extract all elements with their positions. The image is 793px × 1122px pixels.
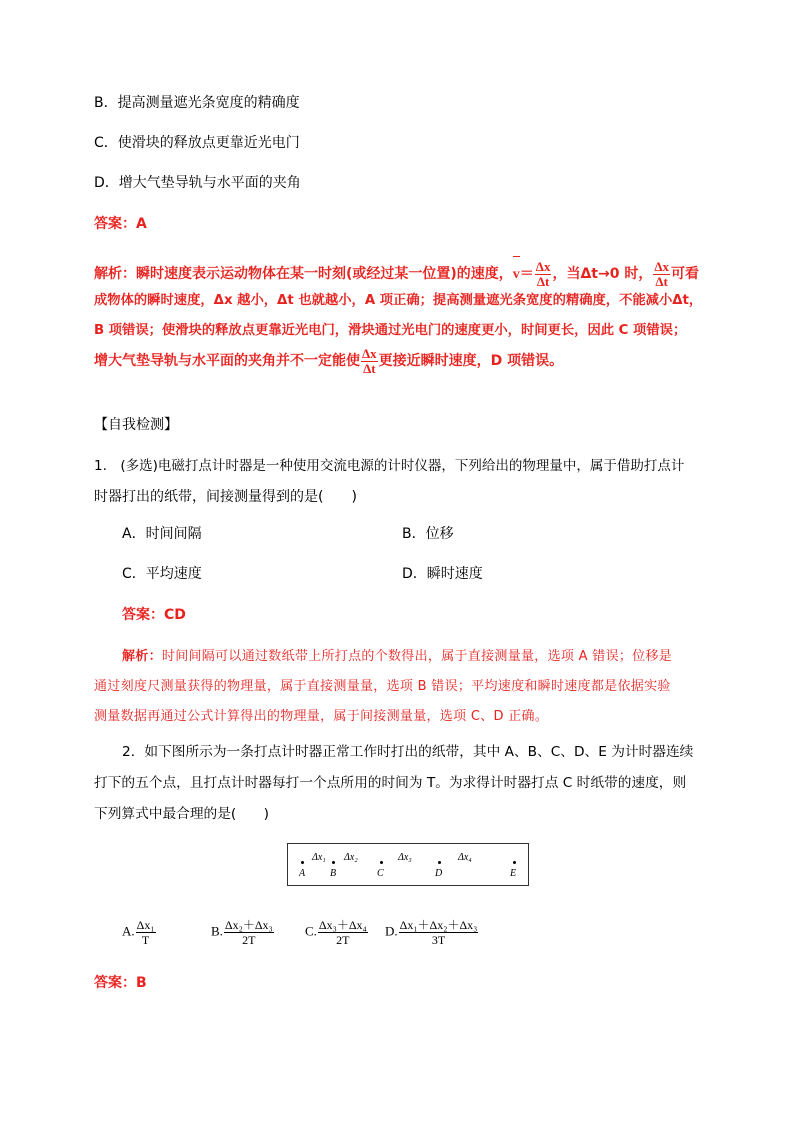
- tape-label-c: C: [377, 868, 384, 879]
- tape-interval-2: Δx₂: [344, 852, 358, 863]
- q2-option-a: [122, 918, 157, 947]
- section-title: 【自我检测】: [94, 417, 178, 433]
- fraction-dx-dt: [535, 260, 552, 289]
- fraction-num: Δx₁＋Δx₂＋Δx₃: [399, 918, 478, 932]
- q2-option-b-fraction: [224, 918, 274, 947]
- q2-option-a-fraction: [136, 918, 156, 947]
- q2-stem: [94, 737, 706, 830]
- q2-option-b: [211, 918, 275, 947]
- fraction-den: 3T: [431, 933, 446, 947]
- prev-analysis-line1-b: ，当Δt→0 时，: [552, 266, 653, 282]
- tape-dot-b: [332, 861, 335, 864]
- equals-sign: ＝: [519, 266, 534, 282]
- tape-label-b: B: [330, 868, 337, 879]
- prev-answer: 答案：A: [94, 216, 147, 232]
- fraction-dx-dt-3: [361, 347, 378, 376]
- q1-analysis-line1: 时间间隔可以通过数纸带上所打点的个数得出，属于直接测量量，选项 A 错误；位移是: [161, 649, 673, 664]
- prev-analysis-line4-b: 更接近瞬时速度，D 项错误。: [378, 353, 564, 369]
- tape-dot-a: [301, 861, 304, 864]
- fraction-num: Δx₁: [136, 918, 155, 932]
- tape-label-d: D: [435, 868, 443, 879]
- fraction-num: Δx: [362, 345, 377, 361]
- fraction-den: 2T: [336, 933, 350, 947]
- fraction-num: Δx: [535, 258, 551, 274]
- prev-analysis-line1-a: 解析：瞬时速度表示运动物体在某一时刻(或经过某一位置)的速度，: [94, 266, 513, 282]
- q1-analysis-label: 解析：: [122, 649, 162, 664]
- fraction-den: 2T: [242, 933, 256, 947]
- tape-dot-e: [513, 861, 516, 864]
- paper-tape-figure: [287, 843, 529, 886]
- q2-option-d-label: D.: [385, 923, 398, 939]
- tape-dot-d: [438, 861, 441, 864]
- prev-analysis: [94, 256, 706, 376]
- q2-option-c: [305, 918, 369, 947]
- q1-option-d: D．瞬时速度: [402, 566, 483, 582]
- tape-dot-c: [380, 861, 383, 864]
- q2-stem-line2: 打下的五个点，且打点计时器每打一个点所用的时间为 T。为求得计时器打点 C 时纸带的速度，则: [94, 775, 687, 791]
- option-d: D．增大气垫导轨与水平面的夹角: [94, 175, 301, 191]
- q2-stem-line1: 2．如下图所示为一条打点计时器正常工作时打出的纸带，其中 A、B、C、D、E 为计时器连续: [122, 744, 694, 760]
- tape-interval-3: Δx₃: [398, 852, 412, 863]
- q1-stem-line2: 时器打出的纸带，间接测量得到的是( ): [94, 489, 357, 505]
- tape-label-e: E: [510, 868, 517, 879]
- fraction-den: T: [141, 933, 150, 947]
- tape-interval-4: Δx₄: [458, 852, 472, 863]
- option-b: B．提高测量遮光条宽度的精确度: [94, 95, 300, 111]
- option-c: C．使滑块的释放点更靠近光电门: [94, 135, 300, 151]
- q2-stem-line3: 下列算式中最合理的是( ): [94, 806, 269, 822]
- prev-analysis-line1-c: 可看: [670, 266, 699, 282]
- q2-option-b-label: B.: [211, 923, 223, 939]
- prev-analysis-line3: B 项错误；使滑块的释放点更靠近光电门，滑块通过光电门的速度更小，时间更长，因此 C 项错误；: [94, 323, 687, 338]
- fraction-num: Δx₂＋Δx₃: [224, 918, 273, 932]
- q1-stem: [94, 451, 706, 513]
- q1-option-b: B．位移: [402, 526, 454, 542]
- fraction-dx-dt-2: [653, 260, 670, 289]
- q2-option-c-fraction: [318, 918, 368, 947]
- tape-interval-1: Δx₁: [312, 852, 326, 863]
- prev-analysis-line4-a: 增大气垫导轨与水平面的夹角并不一定能使: [94, 353, 360, 369]
- q1-analysis-line2: 通过刻度尺测量获得的物理量，属于直接测量量，选项 B 错误；平均速度和瞬时速度都是依据实验: [94, 679, 671, 694]
- q1-answer: 答案：CD: [122, 607, 186, 623]
- q1-analysis: [94, 642, 706, 732]
- fraction-den: Δt: [363, 360, 376, 376]
- q1-stem-line1: 1. (多选)电磁打点计时器是一种使用交流电源的计时仪器，下列给出的物理量中，属于借助打点计: [94, 458, 685, 474]
- fraction-den: Δt: [536, 273, 550, 289]
- q2-option-d: [385, 918, 479, 947]
- q2-answer: 答案：B: [94, 975, 147, 991]
- prev-analysis-line2: 成物体的瞬时速度，Δx 越小，Δt 也就越小，A 项正确；提高测量遮光条宽度的精确度，不能减小Δt，: [94, 293, 703, 308]
- fraction-den: Δt: [655, 273, 668, 289]
- tape-label-a: A: [299, 868, 306, 879]
- q1-option-a: A．时间间隔: [122, 526, 202, 542]
- q2-option-c-label: C.: [305, 923, 317, 939]
- q1-analysis-line3: 测量数据再通过公式计算得出的物理量，属于间接测量量，选项 C、D 正确。: [94, 709, 549, 724]
- q2-option-d-fraction: [399, 918, 479, 947]
- q2-option-a-label: A.: [122, 923, 135, 939]
- fraction-num: Δx: [654, 258, 669, 274]
- velocity-mean-symbol: v: [513, 256, 520, 290]
- fraction-num: Δx₃＋Δx₄: [318, 918, 367, 932]
- q1-option-c: C．平均速度: [122, 566, 202, 582]
